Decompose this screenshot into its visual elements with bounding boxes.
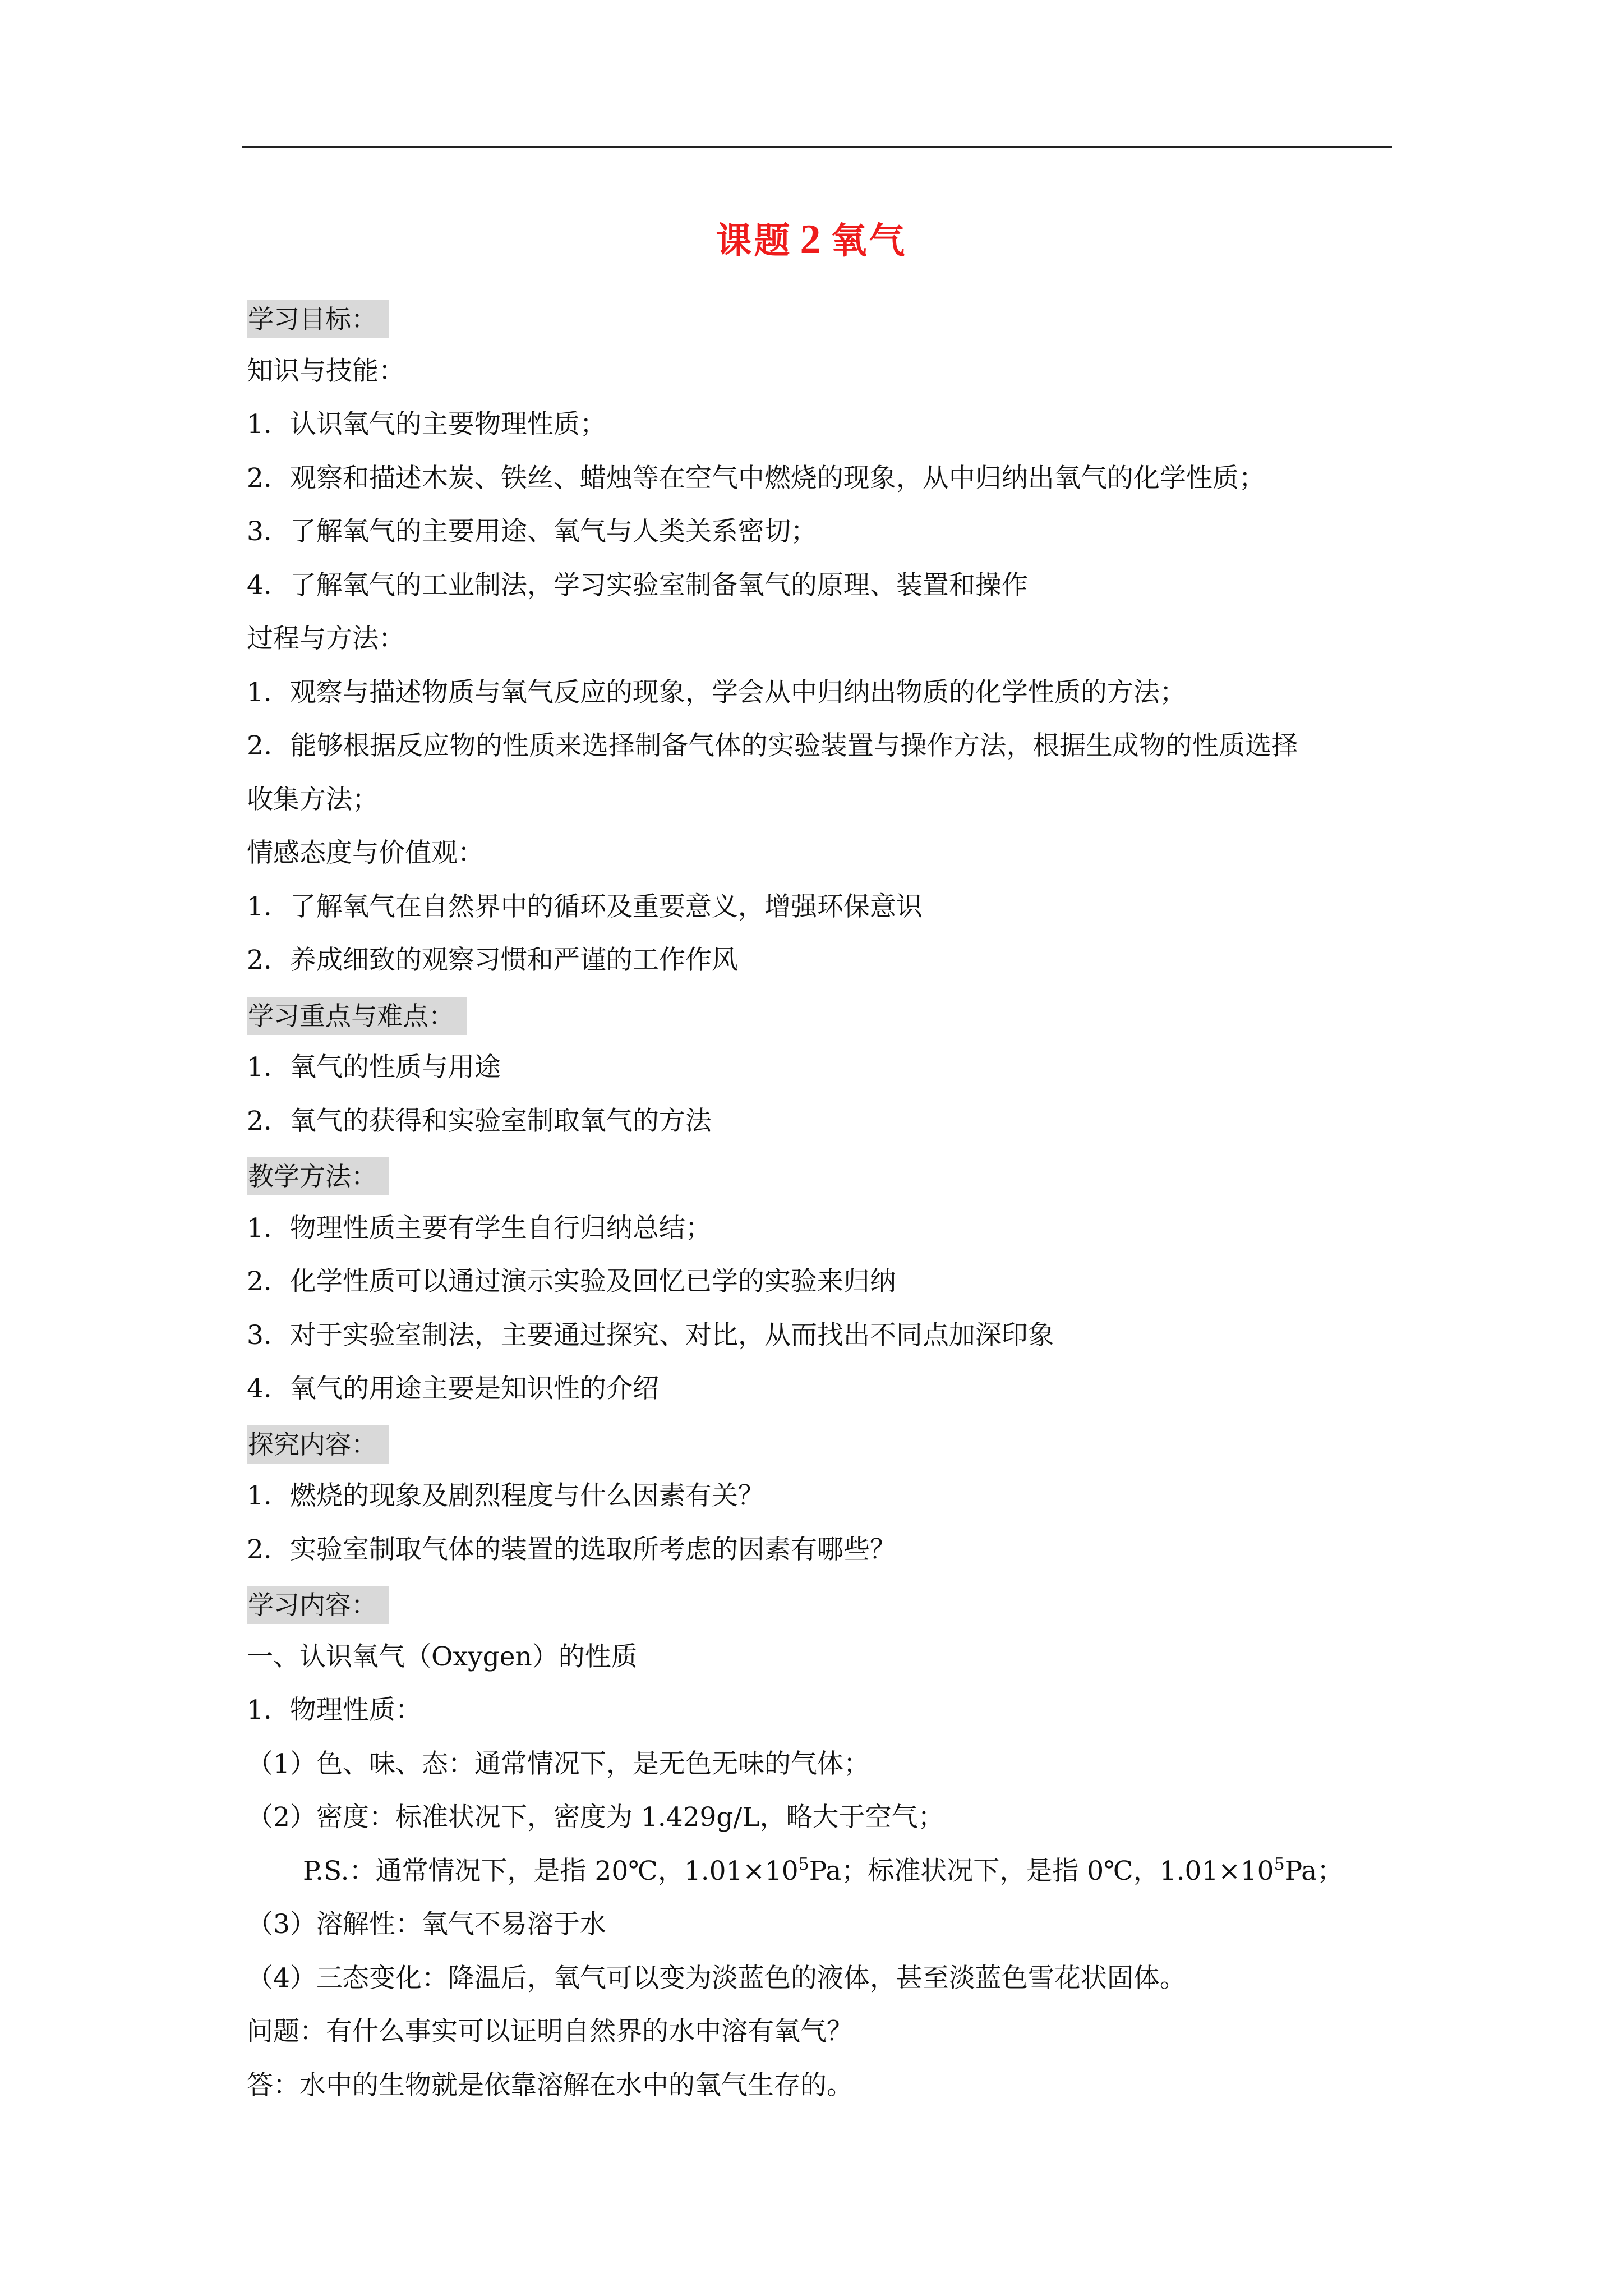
- emotion-label: 情感态度与价值观：: [247, 838, 484, 868]
- physical-label: 1．物理性质：: [247, 1695, 422, 1726]
- knowledge-item: 3．了解氧气的主要用途、氧气与人类关系密切；: [247, 516, 817, 547]
- methods-item: 2．化学性质可以通过演示实验及回忆已学的实验来归纳: [247, 1266, 896, 1297]
- knowledge-item: 4．了解氧气的工业制法，学习实验室制备氧气的原理、装置和操作: [247, 569, 1028, 601]
- question-text: 问题：有什么事实可以证明自然界的水中溶有氧气？: [247, 2016, 853, 2047]
- inquiry-item: 1．燃烧的现象及剧烈程度与什么因素有关？: [247, 1480, 764, 1511]
- process-item: 2．能够根据反应物的性质来选择制备气体的实验装置与操作方法，根据生成物的性质选择: [247, 730, 1298, 761]
- title-prefix: 课题: [716, 220, 792, 262]
- title-suffix: 氧气: [831, 220, 907, 262]
- process-label: 过程与方法：: [247, 623, 405, 654]
- methods-item: 1．物理性质主要有学生自行归纳总结；: [247, 1212, 712, 1244]
- process-item-continuation: 收集方法；: [247, 784, 379, 815]
- section-content: [247, 1576, 1395, 1630]
- inquiry-heading: 探究内容：: [247, 1425, 389, 1464]
- physical-color: （1）色、味、态：通常情况下，是无色无味的气体；: [247, 1748, 870, 1779]
- keypoints-item: 1．氧气的性质与用途: [247, 1052, 501, 1083]
- title-number: 2: [800, 217, 823, 263]
- emotion-item: 1．了解氧气在自然界中的循环及重要意义，增强环保意识: [247, 891, 923, 922]
- ps-note-a: P.S.：通常情况下，是指 20℃，1.01×10: [303, 1855, 799, 1887]
- ps-note-c: Pa；: [1284, 1855, 1344, 1887]
- methods-item: 3．对于实验室制法，主要通过探究、对比，从而找出不同点加深印象: [247, 1319, 1054, 1351]
- keypoints-heading: 学习重点与难点：: [247, 997, 467, 1035]
- inquiry-item: 2．实验室制取气体的装置的选取所考虑的因素有哪些？: [247, 1534, 896, 1565]
- ps-note: [247, 1844, 1395, 1898]
- methods-item: 4．氧气的用途主要是知识性的介绍: [247, 1373, 659, 1404]
- physical-solubility: （3）溶解性：氧气不易溶于水: [247, 1909, 606, 1940]
- document-body: [247, 291, 1395, 2112]
- document-title: [0, 212, 1623, 264]
- section-methods: [247, 1148, 1395, 1202]
- section-keypoints: [247, 987, 1395, 1041]
- methods-heading: 教学方法：: [247, 1157, 389, 1195]
- knowledge-label: 知识与技能：: [247, 355, 405, 386]
- emotion-item: 2．养成细致的观察习惯和严谨的工作作风: [247, 945, 738, 976]
- knowledge-item: 1．认识氧气的主要物理性质；: [247, 409, 606, 440]
- content-part-title: 一、认识氧气（Oxygen）的性质: [247, 1641, 638, 1672]
- answer-text: 答：水中的生物就是依靠溶解在水中的氧气生存的。: [247, 2069, 853, 2101]
- header-rule: [242, 146, 1392, 148]
- ps-exponent-1: 5: [798, 1854, 809, 1874]
- process-item: 1．观察与描述物质与氧气反应的现象，学会从中归纳出物质的化学性质的方法；: [247, 677, 1186, 708]
- content-heading: 学习内容：: [247, 1586, 389, 1624]
- ps-note-b: Pa；标准状况下，是指 0℃，1.01×10: [809, 1855, 1274, 1887]
- physical-density: （2）密度：标准状况下，密度为 1.429g/L，略大于空气；: [247, 1802, 944, 1833]
- objectives-heading: 学习目标：: [247, 300, 389, 338]
- ps-exponent-2: 5: [1274, 1854, 1285, 1874]
- physical-phase: （4）三态变化：降温后，氧气可以变为淡蓝色的液体，甚至淡蓝色雪花状固体。: [247, 1962, 1186, 1994]
- section-objectives: [247, 291, 1395, 344]
- knowledge-item: 2．观察和描述木炭、铁丝、蜡烛等在空气中燃烧的现象，从中归纳出氧气的化学性质；: [247, 462, 1265, 494]
- keypoints-item: 2．氧气的获得和实验室制取氧气的方法: [247, 1105, 712, 1137]
- section-inquiry: [247, 1416, 1395, 1470]
